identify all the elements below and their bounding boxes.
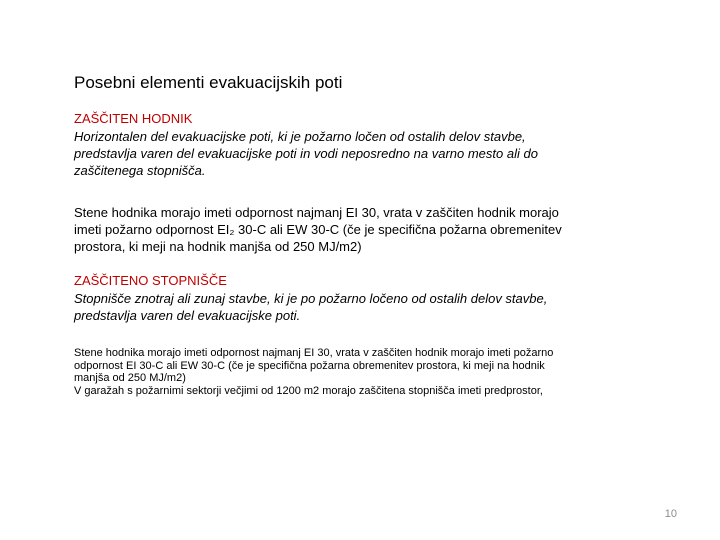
text-line: prostora, ki meji na hodnik manjša od 250 MJ/m2)	[74, 239, 362, 254]
text-line: V garažah s požarnimi sektorji večjimi od 1200 m2 morajo zaščitena stopnišča imeti predprostor,	[74, 384, 543, 397]
text-line: manjša od 250 MJ/m2)	[74, 372, 186, 384]
text-line: predstavlja varen del evakuacijske poti.	[74, 308, 301, 323]
text-line: imeti požarno odpornost EI₂ 30-C ali EW 30-C (če je specifična požarna obremenitev	[74, 222, 562, 237]
text-line: Stene hodnika morajo imeti odpornost najmanj EI 30, vrata v zaščiten hodnik morajo imeti požarno	[74, 347, 554, 359]
requirements-zasciten-hodnik	[74, 204, 664, 255]
page-number: 10	[664, 508, 677, 520]
section-heading-zasciteno-stopnisce: ZAŠČITENO STOPNIŠČE	[74, 273, 227, 288]
small-print-notes	[74, 347, 664, 397]
section-heading-zasciten-hodnik: ZAŠČITEN HODNIK	[74, 111, 193, 126]
text-line: zaščitenega stopnišča.	[74, 163, 206, 178]
text-line: Stene hodnika morajo imeti odpornost najmanj EI 30, vrata v zaščiten hodnik morajo	[74, 205, 559, 220]
slide-title: Posebni elementi evakuacijskih poti	[74, 73, 343, 92]
text-line: predstavlja varen del evakuacijske poti in vodi neposredno na varno mesto ali do	[74, 146, 538, 161]
text-line: Stopnišče znotraj ali zunaj stavbe, ki je po požarno ločeno od ostalih delov stavbe,	[74, 291, 548, 306]
definition-zasciten-hodnik	[74, 128, 664, 179]
text-line: Horizontalen del evakuacijske poti, ki je požarno ločen od ostalih delov stavbe,	[74, 129, 526, 144]
definition-zasciteno-stopnisce	[74, 290, 664, 324]
text-line: odpornost EI 30-C ali EW 30-C (če je specifična požarna obremenitev prostora, ki meji na hodnik	[74, 359, 545, 372]
